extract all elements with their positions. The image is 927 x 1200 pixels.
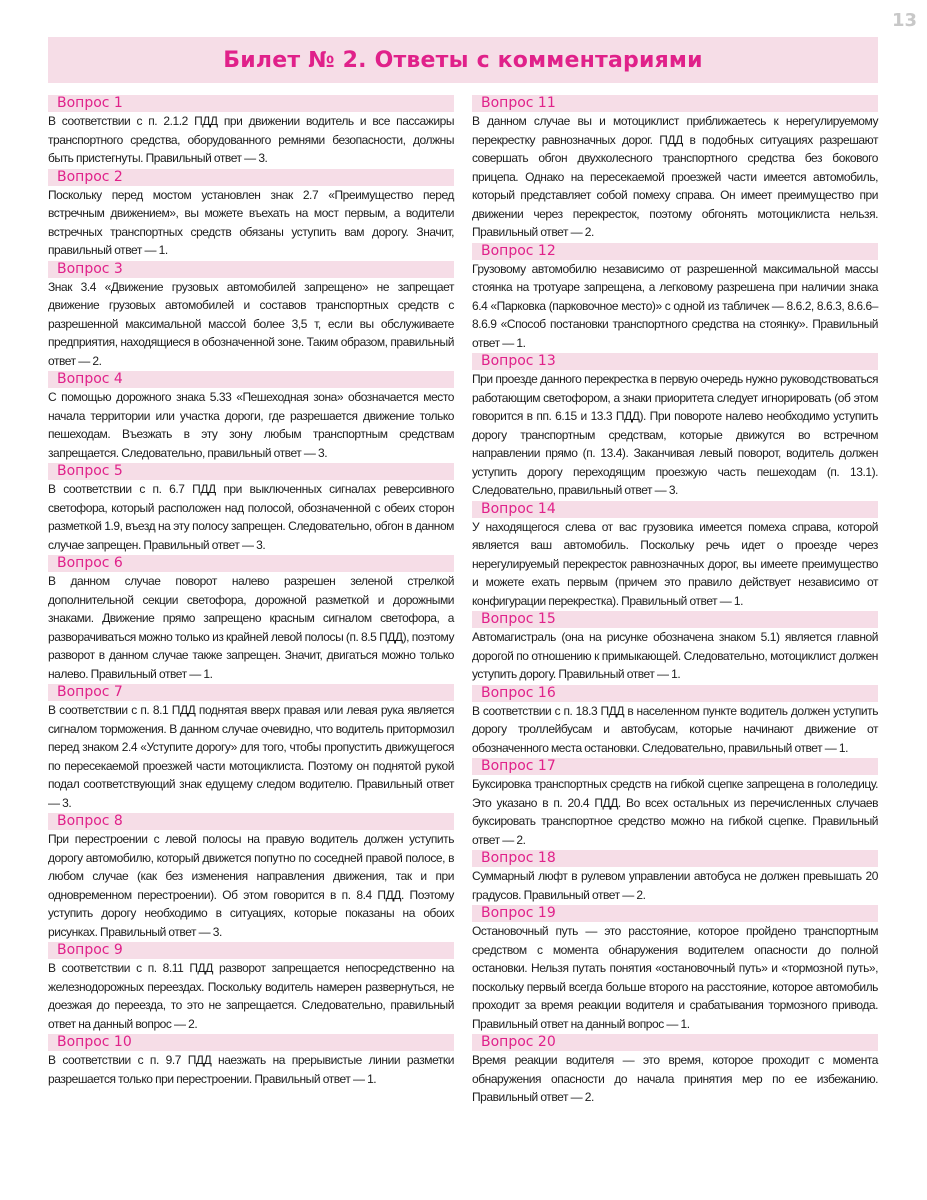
answer-text: В соответствии с п. 6.7 ПДД при выключенных сигналах реверсивного светофора, который расположен над полосой, обозначенной с обеих сторон разметкой 1.9, въезд на эту полосу запрещен. Следовательно, обгон в данном случае запрещен. Правильный ответ — 3. [48,482,454,552]
question-label: Вопрос 6 [48,555,454,572]
question-8 [48,813,454,942]
question-3 [48,261,454,372]
answer-text: В данном случае вы и мотоциклист приближаетесь к нерегулируемому перекрестку равнозначных дорог. ПДД в подобных ситуациях разрешают совершать обгон двухколесного транспортного средства без бокового прицепа. Однако на пересекаемой проезжей части имеется автомобиль, который представляет собой помеху справа. Он имеет преимущество при движении через перекресток, поэтому обгонять мотоциклиста нельзя. Правильный ответ — 2. [472,114,878,239]
answer-text: Суммарный люфт в рулевом управлении автобуса не должен превышать 20 градусов. Правильный ответ — 2. [472,869,878,902]
question-18 [472,850,878,905]
question-7 [48,684,454,813]
question-label: Вопрос 15 [472,611,878,628]
question-5 [48,463,454,555]
answer-text: В соответствии с п. 18.3 ПДД в населенном пункте водитель должен уступить дорогу троллейбусам и автобусам, которые начинают движение от обозначенного места остановки. Следовательно, правильный ответ — 1. [472,703,878,755]
question-label: Вопрос 20 [472,1034,878,1051]
page-title: Билет № 2. Ответы с комментариями [223,47,703,73]
question-label: Вопрос 5 [48,463,454,480]
question-label: Вопрос 4 [48,371,454,388]
question-label: Вопрос 3 [48,261,454,278]
question-20 [472,1034,878,1108]
question-10 [48,1034,454,1089]
answer-text: Остановочный путь — это расстояние, которое пройдено транспортным средством с момента обнаружения водителем опасности до полной остановки. Нельзя путать понятия «остановочный путь» и «тормозной путь», поскольку первый всегда больше второго на расстояние, которое автомобиль проходит за время реакции водителя и срабатывания тормозного привода. Правильный ответ на данный вопрос — 1. [472,924,878,1031]
answer-text: Буксировка транспортных средств на гибкой сцепке запрещена в гололедицу. Это указано в п. 20.4 ПДД. Во всех остальных из перечисленных случаев буксировать транспортное средство можно на гибкой сцепке. Правильный ответ — 2. [472,777,878,847]
question-label: Вопрос 12 [472,243,878,260]
question-2 [48,169,454,261]
answer-text: Время реакции водителя — это время, которое проходит с момента обнаружения опасности до начала принятия мер по ее избежанию. Правильный ответ — 2. [472,1053,878,1104]
question-16 [472,685,878,759]
page-header [48,37,878,83]
question-label: Вопрос 17 [472,758,878,775]
answer-text: В соответствии с п. 9.7 ПДД наезжать на прерывистые линии разметки разрешается только при перестроении. Правильный ответ — 1. [48,1053,454,1086]
answer-text: В соответствии с п. 8.1 ПДД поднятая вверх правая или левая рука является сигналом торможения. В данном случае очевидно, что водитель притормозил перед знаком 2.4 «Уступите дорогу» для того, чтобы пропустить движущегося по пересекаемой проезжей части мотоциклиста. Поэтому он поднятой рукой подал соответствующий знак едущему следом водителю. Правильный ответ — 3. [48,703,454,810]
answer-text: В соответствии с п. 8.11 ПДД разворот запрещается непосредственно на железнодорожных переездах. Поскольку водитель намерен развернуться, не доезжая до переезда, то это не запрещается. Следовательно, правильный ответ на данный вопрос — 2. [48,961,454,1031]
left-column [48,95,454,1089]
question-label: Вопрос 10 [48,1034,454,1051]
question-19 [472,905,878,1034]
question-label: Вопрос 13 [472,353,878,370]
answer-text: Знак 3.4 «Движение грузовых автомобилей запрещено» не запрещает движение грузовых автомобилей и составов транспортных средств с разрешенной максимальной массой более 3,5 т, если вы обслуживаете предприятия, находящиеся в обозначенной зоне. Таким образом, правильный ответ — 2. [48,279,454,368]
question-label: Вопрос 11 [472,95,878,112]
answer-text: При проезде данного перекрестка в первую очередь нужно руководствоваться работающим светофором, а знаки приоритета следует игнорировать (об этом говорится в пп. 6.15 и 13.3 ПДД). При повороте налево необходимо уступить дорогу транспортным средствам, которые движутся во встречном направлении прямо (п. 13.4). Заканчивая левый поворот, водитель должен уступить дорогу переходящим проезжую часть пешеходам (п. 13.1). Следовательно, правильный ответ — 3. [472,372,878,497]
answer-text: Грузовому автомобилю независимо от разрешенной максимальной массы стоянка на тротуаре запрещена, а легковому разрешена при наличии знака 6.4 «Парковка (парковочное место)» с одной из табличек — 8.6.2, 8.6.3, 8.6.6–8.6.9 «Способ постановки транспортного средства на стоянку». Правильный ответ — 1. [472,261,878,350]
question-label: Вопрос 19 [472,905,878,922]
question-label: Вопрос 2 [48,169,454,186]
question-label: Вопрос 9 [48,942,454,959]
question-11 [472,95,878,243]
answer-text: Автомагистраль (она на рисунке обозначена знаком 5.1) является главной дорогой по отношению к примыкающей. Следовательно, мотоциклист должен уступить дорогу. Правильный ответ — 1. [472,630,878,681]
question-17 [472,758,878,850]
question-4 [48,371,454,463]
question-label: Вопрос 1 [48,95,454,112]
page-number: 13 [891,10,917,31]
answer-text: Поскольку перед мостом установлен знак 2.7 «Преимущество перед встречным движением», вы можете въехать на мост первым, а водители встречных транспортных средств обязаны уступить вам дорогу. Значит, правильный ответ — 1. [48,187,454,257]
question-label: Вопрос 16 [472,685,878,702]
question-1 [48,95,454,169]
question-15 [472,611,878,685]
right-column [472,95,878,1108]
answer-text: При перестроении с левой полосы на правую водитель должен уступить дорогу автомобилю, который движется попутно по соседней правой полосе, в любом случае (как без изменения направления движения, так и при одновременном перестроении). Об этом говорится в п. 8.4 ПДД. Поэтому уступить дорогу необходимо в ситуациях, которые показаны на обоих рисунках. Правильный ответ — 3. [48,832,454,939]
question-9 [48,942,454,1034]
answer-text: В соответствии с п. 2.1.2 ПДД при движении водитель и все пассажиры транспортного средства, оборудованного ремнями безопасности, должны быть пристегнуты. Правильный ответ — 3. [48,114,454,165]
question-label: Вопрос 18 [472,850,878,867]
answer-text: В данном случае поворот налево разрешен зеленой стрелкой дополнительной секции светофора, дорожной разметкой и дорожными знаками. Движение прямо запрещено красным сигналом светофора, а разворачиваться можно только из крайней левой полосы (п. 8.5 ПДД), поэтому разворот в данном случае также запрещен. Значит, двигаться можно только налево. Правильный ответ — 1. [48,574,454,681]
question-13 [472,353,878,501]
question-14 [472,501,878,612]
answer-text: С помощью дорожного знака 5.33 «Пешеходная зона» обозначается место начала территории или участка дороги, где разрешается движение только пешеходам. Въезжать в эту зону любым транспортным средствам запрещается. Следовательно, правильный ответ — 3. [48,390,454,460]
question-label: Вопрос 8 [48,813,454,830]
question-label: Вопрос 7 [48,684,454,701]
question-label: Вопрос 14 [472,501,878,518]
answer-text: У находящегося слева от вас грузовика имеется помеха справа, которой является ваш автомобиль. Поскольку речь идет о проезде через нерегулируемый перекресток равнозначных дорог, вы имеете преимущество и можете ехать первым (причем это правило действует независимо от конфигурации перекрестка). Правильный ответ — 1. [472,519,878,608]
question-12 [472,243,878,354]
question-6 [48,555,454,684]
